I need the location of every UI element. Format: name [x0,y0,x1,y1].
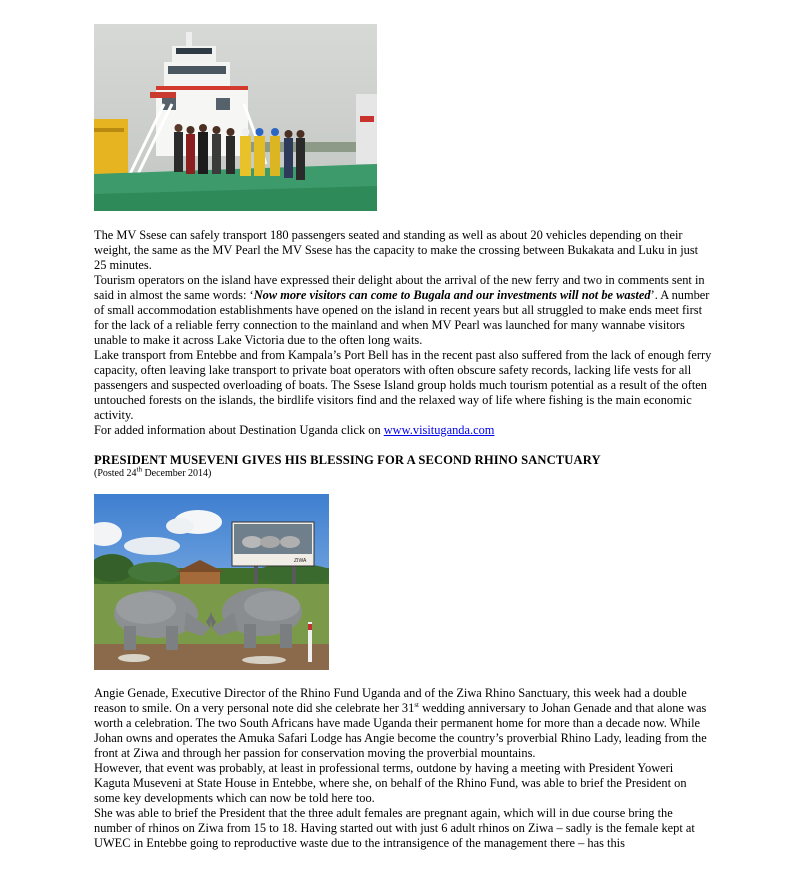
ferry-paragraph-2-start: Tourism operators on the island have expressed their delight about the arrival of the new ferry and two in comments sent in said in almost the same words: ‘ [94,273,705,302]
more-info-text: For added information about Destination Uganda click on [94,423,384,437]
ferry-deck-illustration [94,24,377,211]
rhino-statues-illustration [94,494,329,670]
ferry-paragraph-4 [94,423,712,438]
ferry-photo [94,24,377,211]
rhino-statues-photo [94,494,329,670]
billboard-label: ZIWA [294,558,307,564]
posted-date-start: (Posted 24 [94,468,137,479]
rhino-paragraph-3: She was able to brief the President that the three adult females are pregnant again, which will in due course bring the number of rhinos on Ziwa from 15 to 18. Having started out with just 6 adult rhinos on Ziwa – sadly is the female kept at UWEC in Entebbe going to reproductive waste due to the intransigence of the management there – has this [94,806,695,850]
rhino-paragraph-2: However, that event was probably, at least in professional terms, outdone by having a meeting with President Yoweri Kaguta Museveni at State House in Entebbe, where she, on behalf of the Rhino Fund, was able to brief the President on some key developments which can now be told here too. [94,761,687,805]
operators-quote: Now more visitors can come to Bugala and our investments will not be wasted [253,288,651,302]
posted-date-suffix: th [136,465,142,474]
ferry-paragraph-2-end: ’. A number of small accommodation establishments have opened on the island in recent years but all struggled to make ends meet first for the lack of a reliable ferry connection to the mainland and when MV Pearl was launched for many wannabe visitors unable to make it across Lake Victoria due to the often long waits. [94,288,710,347]
posted-date [94,465,712,480]
ferry-paragraph-1: The MV Ssese can safely transport 180 passengers seated and standing as well as about 20 vehicles depending on their weight, the same as the MV Pearl the MV Ssese has the capacity to make the crossing between Bukakata and Luku in just 25 minutes. [94,228,699,272]
ferry-article-text [94,228,712,438]
ferry-paragraph-2 [94,273,712,348]
rhino-paragraph-1 [94,686,712,761]
rhino-headline: PRESIDENT MUSEVENI GIVES HIS BLESSING FOR A SECOND RHINO SANCTUARY [94,453,601,467]
rhino-article-header [94,453,712,480]
ferry-paragraph-3: Lake transport from Entebbe and from Kampala’s Port Bell has in the recent past also suffered from the lack of enough ferry capacity, often leaving lake transport to private boat operators with often obscure safety records, lacking life vests for all passengers and suspected overloading of boats. The Ssese Island group holds much tourism potential as a result of the often untouched forests on the islands, the birdlife visitors find and the relaxed way of life where fishing is the main economic activity. [94,348,712,422]
posted-date-end: December 2014) [141,468,212,479]
rhino-article-text [94,686,712,851]
rhino-paragraph-1-start: Angie Genade, Executive Director of the Rhino Fund Uganda and of the Ziwa Rhino Sanctuary, this week had a double reason to smile. On a very personal note did she celebrate her 31 [94,686,687,715]
visituganda-link[interactable]: www.visituganda.com [383,423,495,437]
rhino-paragraph-1-end: wedding anniversary to Johan Genade and that alone was worth a celebration. The two South Africans have made Uganda their permanent home for more than a decade now. While Johan owns and operates the Amuka Safari Lodge has Angie become the country’s proverbial Rhino Lady, leading from the front at Ziwa and through her passion for conservation moving the proverbial mountains. [94,701,707,760]
anniversary-suffix: st [414,700,419,709]
